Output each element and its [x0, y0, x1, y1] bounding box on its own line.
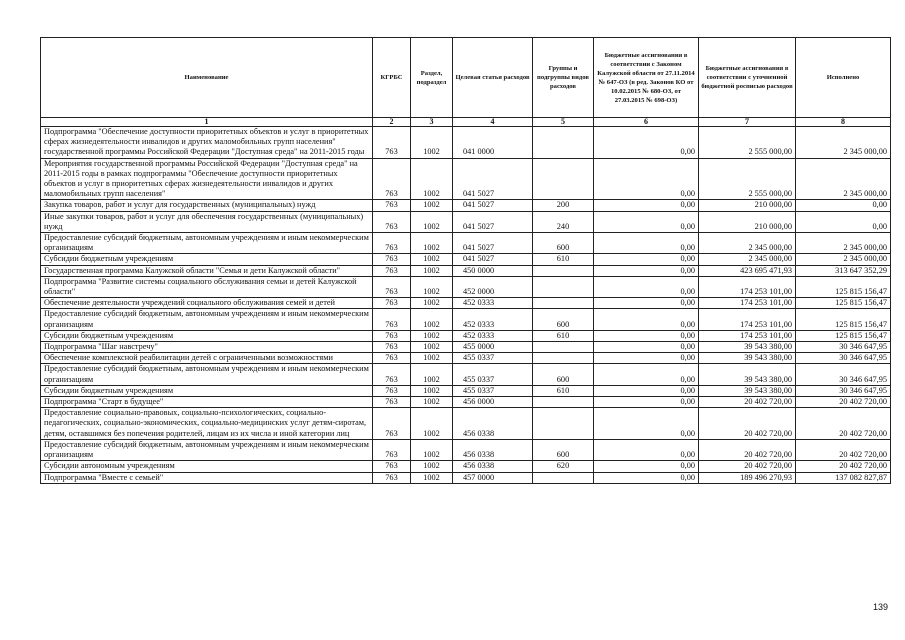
row-law-amount: 0,00: [594, 127, 699, 159]
row-name: Мероприятия государственной программы Российской Федерации "Доступная среда" на 2011-2015 годы в рамках подпрограммы "Обеспечение доступности приоритетных объектов и услуг в приоритетных сферах жизнедеятельности инвалидов и других маломобильных групп населения": [41, 158, 373, 200]
row-kgrbs: 763: [373, 461, 411, 472]
row-kgrbs: 763: [373, 397, 411, 408]
row-law-amount: 0,00: [594, 309, 699, 330]
row-kgrbs: 763: [373, 298, 411, 309]
row-refined-amount: 20 402 720,00: [699, 397, 796, 408]
row-executed-amount: 20 402 720,00: [796, 397, 891, 408]
row-law-amount: 0,00: [594, 397, 699, 408]
row-refined-amount: 2 345 000,00: [699, 254, 796, 265]
table-row: [41, 276, 891, 297]
row-name: Субсидии автономным учреждениям: [41, 461, 373, 472]
row-name: Обеспечение комплексной реабилитации детей с ограниченными возможностями: [41, 353, 373, 364]
row-section: 1002: [411, 298, 453, 309]
row-law-amount: 0,00: [594, 276, 699, 297]
row-executed-amount: 2 345 000,00: [796, 158, 891, 200]
row-refined-amount: 39 543 380,00: [699, 342, 796, 353]
row-expense-group: 200: [533, 200, 594, 211]
row-refined-amount: 174 253 101,00: [699, 330, 796, 341]
row-law-amount: 0,00: [594, 353, 699, 364]
row-name: Субсидии бюджетным учреждениям: [41, 254, 373, 265]
row-expense-group: 620: [533, 461, 594, 472]
row-kgrbs: 763: [373, 330, 411, 341]
row-name: Предоставление социально-правовых, социально-психологических, социально-педагогических, социально-экономических, социально-медицинских услуг детям-сиротам, детям, оставшимся без попечения родителей, лицам из их числа и иной категории лиц: [41, 408, 373, 440]
header-target-article: Целевая статья расходов: [453, 38, 533, 118]
row-target-article: 455 0000: [453, 342, 533, 353]
row-executed-amount: 30 346 647,95: [796, 364, 891, 385]
table-row: [41, 342, 891, 353]
row-kgrbs: 763: [373, 233, 411, 254]
row-section: 1002: [411, 276, 453, 297]
table-row: [41, 298, 891, 309]
row-target-article: 452 0333: [453, 309, 533, 330]
row-name: Предоставление субсидий бюджетным, автономным учреждениям и иным некоммерческим организациям: [41, 233, 373, 254]
row-law-amount: 0,00: [594, 342, 699, 353]
row-law-amount: 0,00: [594, 408, 699, 440]
row-law-amount: 0,00: [594, 254, 699, 265]
row-law-amount: 0,00: [594, 439, 699, 460]
row-section: 1002: [411, 408, 453, 440]
header-executed: Исполнено: [796, 38, 891, 118]
row-section: 1002: [411, 353, 453, 364]
page-number: 139: [872, 602, 888, 612]
column-number: 3: [411, 118, 453, 127]
row-executed-amount: 2 345 000,00: [796, 127, 891, 159]
row-kgrbs: 763: [373, 127, 411, 159]
row-target-article: 041 5027: [453, 211, 533, 232]
row-expense-group: [533, 265, 594, 276]
row-name: Подпрограмма "Обеспечение доступности приоритетных объектов и услуг в приоритетных сферах жизнедеятельности инвалидов и других маломобильных групп населения" государственной программы Российской Федерации "Доступная среда" на 2011-2015 годы: [41, 127, 373, 159]
row-name: Подпрограмма "Развитие системы социального обслуживания семьи и детей Калужской области": [41, 276, 373, 297]
row-section: 1002: [411, 397, 453, 408]
table-row: [41, 127, 891, 159]
row-executed-amount: 2 345 000,00: [796, 233, 891, 254]
row-target-article: 452 0333: [453, 298, 533, 309]
budget-table-sheet: [40, 37, 890, 484]
row-executed-amount: 313 647 352,29: [796, 265, 891, 276]
row-expense-group: [533, 298, 594, 309]
row-section: 1002: [411, 472, 453, 483]
header-name: Наименование: [41, 38, 373, 118]
row-name: Государственная программа Калужской области "Семья и дети Калужской области": [41, 265, 373, 276]
table-row: [41, 439, 891, 460]
row-target-article: 452 0333: [453, 330, 533, 341]
row-name: Субсидии бюджетным учреждениям: [41, 330, 373, 341]
row-refined-amount: 210 000,00: [699, 200, 796, 211]
row-target-article: 456 0338: [453, 439, 533, 460]
row-executed-amount: 30 346 647,95: [796, 342, 891, 353]
row-section: 1002: [411, 233, 453, 254]
row-expense-group: 600: [533, 309, 594, 330]
row-expense-group: [533, 158, 594, 200]
table-row: [41, 330, 891, 341]
row-law-amount: 0,00: [594, 461, 699, 472]
row-target-article: 041 5027: [453, 200, 533, 211]
row-name: Предоставление субсидий бюджетным, автономным учреждениям и иным некоммерческим организациям: [41, 364, 373, 385]
row-kgrbs: 763: [373, 472, 411, 483]
row-section: 1002: [411, 127, 453, 159]
row-expense-group: 610: [533, 385, 594, 396]
column-number: 2: [373, 118, 411, 127]
row-kgrbs: 763: [373, 364, 411, 385]
row-law-amount: 0,00: [594, 385, 699, 396]
row-refined-amount: 20 402 720,00: [699, 408, 796, 440]
row-section: 1002: [411, 254, 453, 265]
row-executed-amount: 20 402 720,00: [796, 461, 891, 472]
row-expense-group: [533, 276, 594, 297]
column-number: 5: [533, 118, 594, 127]
row-name: Подпрограмма "Вместе с семьей": [41, 472, 373, 483]
table-row: [41, 397, 891, 408]
table-row: [41, 385, 891, 396]
row-refined-amount: 2 555 000,00: [699, 158, 796, 200]
row-target-article: 041 5027: [453, 254, 533, 265]
row-section: 1002: [411, 265, 453, 276]
row-target-article: 456 0000: [453, 397, 533, 408]
row-expense-group: [533, 127, 594, 159]
table-row: [41, 158, 891, 200]
row-executed-amount: 30 346 647,95: [796, 353, 891, 364]
row-refined-amount: 20 402 720,00: [699, 461, 796, 472]
row-executed-amount: 2 345 000,00: [796, 254, 891, 265]
header-law-appropriations: Бюджетные ассигнования в соответствии с Законом Калужской области от 27.11.2014 № 647-ОЗ (в ред. Законов КО от 10.02.2015 № 680-ОЗ, от 27.03.2015 № 698-ОЗ): [594, 38, 699, 118]
row-section: 1002: [411, 200, 453, 211]
row-section: 1002: [411, 158, 453, 200]
row-refined-amount: 423 695 471,93: [699, 265, 796, 276]
row-expense-group: [533, 397, 594, 408]
row-target-article: 452 0000: [453, 276, 533, 297]
column-number: 4: [453, 118, 533, 127]
row-expense-group: 610: [533, 330, 594, 341]
row-expense-group: 600: [533, 364, 594, 385]
row-executed-amount: 137 082 827,87: [796, 472, 891, 483]
row-refined-amount: 189 496 270,93: [699, 472, 796, 483]
row-refined-amount: 39 543 380,00: [699, 353, 796, 364]
table-row: [41, 309, 891, 330]
table-row: [41, 233, 891, 254]
row-executed-amount: 0,00: [796, 200, 891, 211]
row-name: Подпрограмма "Старт в будущее": [41, 397, 373, 408]
row-refined-amount: 2 345 000,00: [699, 233, 796, 254]
row-refined-amount: 210 000,00: [699, 211, 796, 232]
row-name: Обеспечение деятельности учреждений социального обслуживания семей и детей: [41, 298, 373, 309]
row-name: Иные закупки товаров, работ и услуг для обеспечения государственных (муниципальных) нужд: [41, 211, 373, 232]
row-refined-amount: 2 555 000,00: [699, 127, 796, 159]
row-section: 1002: [411, 211, 453, 232]
row-executed-amount: 30 346 647,95: [796, 385, 891, 396]
column-number: 8: [796, 118, 891, 127]
row-kgrbs: 763: [373, 254, 411, 265]
row-kgrbs: 763: [373, 265, 411, 276]
column-number: 7: [699, 118, 796, 127]
row-law-amount: 0,00: [594, 364, 699, 385]
row-refined-amount: 39 543 380,00: [699, 385, 796, 396]
row-name: Закупка товаров, работ и услуг для государственных (муниципальных) нужд: [41, 200, 373, 211]
row-expense-group: [533, 342, 594, 353]
row-target-article: 456 0338: [453, 408, 533, 440]
row-law-amount: 0,00: [594, 200, 699, 211]
row-law-amount: 0,00: [594, 330, 699, 341]
row-expense-group: [533, 353, 594, 364]
row-name: Предоставление субсидий бюджетным, автономным учреждениям и иным некоммерческим организациям: [41, 309, 373, 330]
row-expense-group: 600: [533, 233, 594, 254]
table-body: [41, 118, 891, 484]
row-law-amount: 0,00: [594, 298, 699, 309]
row-expense-group: [533, 408, 594, 440]
row-law-amount: 0,00: [594, 233, 699, 254]
header-refined-appropriations: Бюджетные ассигнования в соответствии с уточненной бюджетной росписью расходов: [699, 38, 796, 118]
row-executed-amount: 20 402 720,00: [796, 408, 891, 440]
row-refined-amount: 174 253 101,00: [699, 298, 796, 309]
column-number: 6: [594, 118, 699, 127]
row-section: 1002: [411, 461, 453, 472]
row-law-amount: 0,00: [594, 265, 699, 276]
row-executed-amount: 125 815 156,47: [796, 309, 891, 330]
row-refined-amount: 174 253 101,00: [699, 276, 796, 297]
row-expense-group: 600: [533, 439, 594, 460]
row-executed-amount: 20 402 720,00: [796, 439, 891, 460]
row-kgrbs: 763: [373, 408, 411, 440]
row-law-amount: 0,00: [594, 158, 699, 200]
table-row: [41, 461, 891, 472]
budget-table: [40, 37, 891, 484]
row-section: 1002: [411, 330, 453, 341]
header-kgrbs: КГРБС: [373, 38, 411, 118]
row-kgrbs: 763: [373, 200, 411, 211]
row-executed-amount: 125 815 156,47: [796, 330, 891, 341]
row-kgrbs: 763: [373, 211, 411, 232]
row-target-article: 456 0338: [453, 461, 533, 472]
row-section: 1002: [411, 385, 453, 396]
row-section: 1002: [411, 364, 453, 385]
row-section: 1002: [411, 439, 453, 460]
row-executed-amount: 125 815 156,47: [796, 276, 891, 297]
header-expense-groups: Группы и подгруппы видов расходов: [533, 38, 594, 118]
row-target-article: 457 0000: [453, 472, 533, 483]
row-executed-amount: 125 815 156,47: [796, 298, 891, 309]
row-target-article: 450 0000: [453, 265, 533, 276]
column-number: 1: [41, 118, 373, 127]
row-name: Предоставление субсидий бюджетным, автономным учреждениям и иным некоммерческим организациям: [41, 439, 373, 460]
row-section: 1002: [411, 342, 453, 353]
row-executed-amount: 0,00: [796, 211, 891, 232]
row-kgrbs: 763: [373, 342, 411, 353]
table-row: [41, 211, 891, 232]
row-kgrbs: 763: [373, 158, 411, 200]
row-section: 1002: [411, 309, 453, 330]
row-kgrbs: 763: [373, 353, 411, 364]
table-row: [41, 200, 891, 211]
table-row: [41, 353, 891, 364]
table-row: [41, 254, 891, 265]
row-target-article: 455 0337: [453, 364, 533, 385]
table-row: [41, 408, 891, 440]
row-expense-group: [533, 472, 594, 483]
row-name: Подпрограмма "Шаг навстречу": [41, 342, 373, 353]
row-refined-amount: 39 543 380,00: [699, 364, 796, 385]
row-law-amount: 0,00: [594, 472, 699, 483]
row-target-article: 041 5027: [453, 233, 533, 254]
table-header: [41, 38, 891, 118]
row-law-amount: 0,00: [594, 211, 699, 232]
row-refined-amount: 20 402 720,00: [699, 439, 796, 460]
row-kgrbs: 763: [373, 276, 411, 297]
row-expense-group: 240: [533, 211, 594, 232]
row-refined-amount: 174 253 101,00: [699, 309, 796, 330]
row-target-article: 455 0337: [453, 353, 533, 364]
row-kgrbs: 763: [373, 439, 411, 460]
row-target-article: 041 0000: [453, 127, 533, 159]
table-row: [41, 364, 891, 385]
row-expense-group: 610: [533, 254, 594, 265]
row-target-article: 041 5027: [453, 158, 533, 200]
header-section: Раздел, подраздел: [411, 38, 453, 118]
row-kgrbs: 763: [373, 385, 411, 396]
table-row: [41, 472, 891, 483]
row-kgrbs: 763: [373, 309, 411, 330]
column-number-row: [41, 118, 891, 127]
table-row: [41, 265, 891, 276]
row-target-article: 455 0337: [453, 385, 533, 396]
row-name: Субсидии бюджетным учреждениям: [41, 385, 373, 396]
